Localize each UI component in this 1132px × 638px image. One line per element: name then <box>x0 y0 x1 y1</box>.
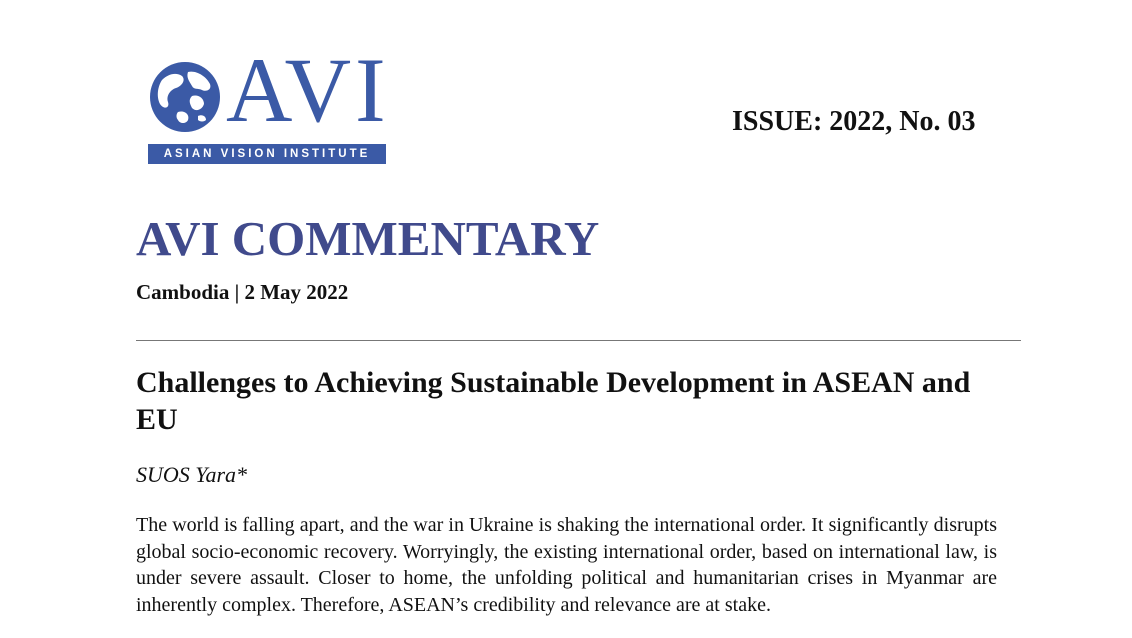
article-title: Challenges to Achieving Sustainable Development in ASEAN and EU <box>136 366 971 436</box>
dateline: Cambodia | 2 May 2022 <box>136 280 349 304</box>
article-author: SUOS Yara* <box>136 462 248 487</box>
issue-number: ISSUE: 2022, No. 03 <box>732 106 976 137</box>
logo-wordmark: AVI <box>226 39 390 141</box>
series-title: AVI COMMENTARY <box>136 211 600 266</box>
avi-logo <box>148 39 390 166</box>
divider <box>136 340 1021 341</box>
logo-tagline: ASIAN VISION INSTITUTE <box>148 144 386 164</box>
globe-icon <box>148 60 222 134</box>
article-paragraph: The world is falling apart, and the war in Ukraine is shaking the international order. It significantly disrupts global socio-economic recovery. Worryingly, the existing international order, based on international law, is under severe assault. Closer to home, the unfolding political and humanitarian crises in Myanmar are inherently complex. Therefore, ASEAN’s credibility and relevance are at stake. <box>136 514 997 616</box>
